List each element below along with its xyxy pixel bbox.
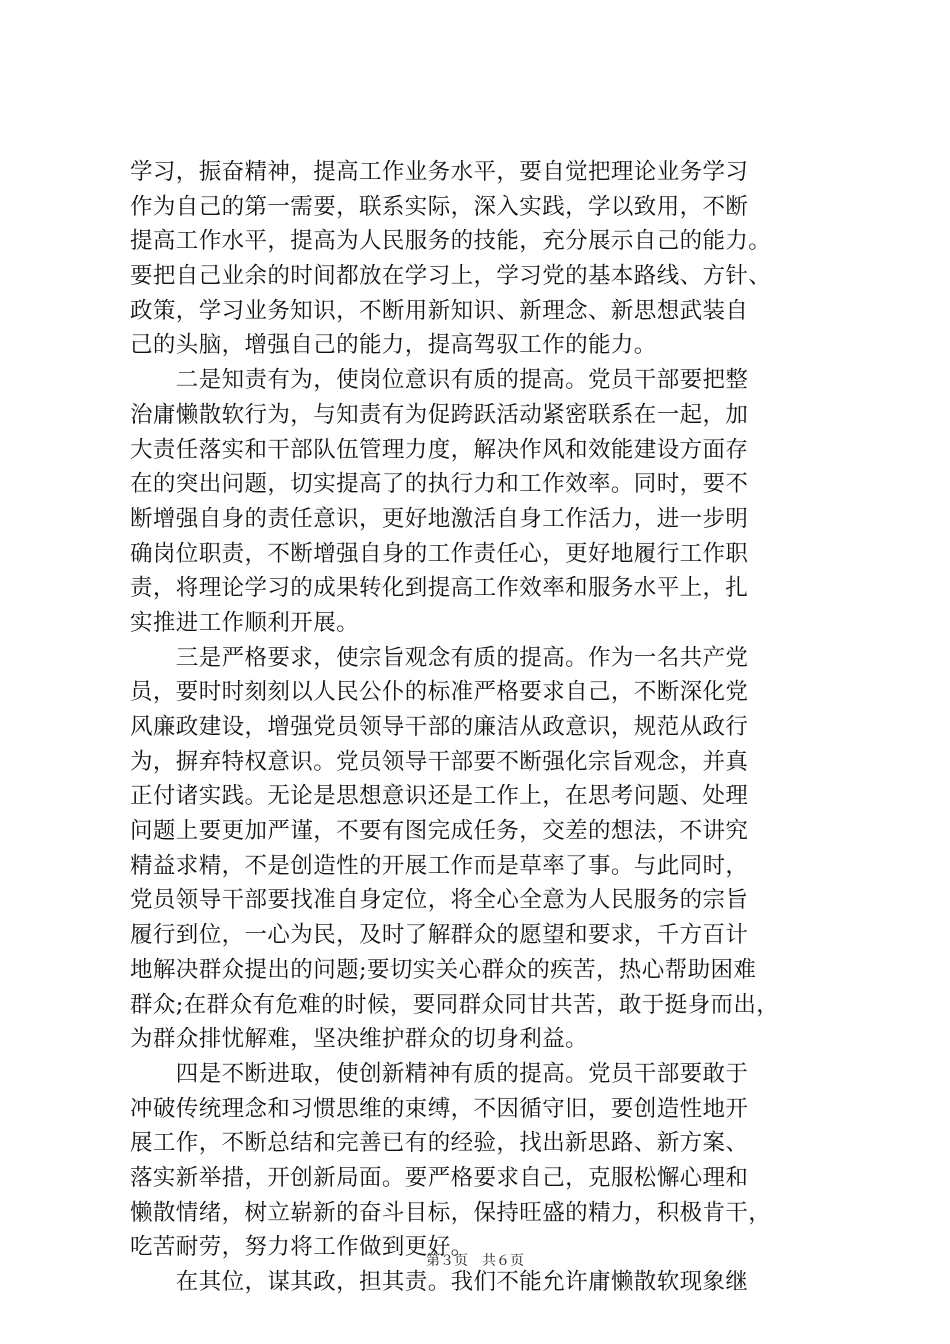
- text-line: 断增强自身的责任意识，更好地激活自身工作活力，进一步明: [130, 505, 749, 532]
- text-line: 问题上要更加严谨，不要有图完成任务，交差的想法，不讲究: [130, 818, 749, 845]
- text-line: 冲破传统理念和习惯思维的束缚，不因循守旧，要创造性地开: [130, 1095, 749, 1122]
- text-line: 正付诸实践。无论是思想意识还是工作上，在思考问题、处理: [130, 783, 749, 810]
- text-line: 为，摒弃特权意识。党员领导干部要不断强化宗旨观念，并真: [130, 748, 749, 775]
- text-line: 治庸懒散软行为，与知责有为促跨跃活动紧密联系在一起，加: [130, 401, 749, 428]
- text-line: 学习，振奋精神，提高工作业务水平，要自觉把理论业务学习: [130, 159, 749, 185]
- text-line: 在的突出问题，切实提高了的执行力和工作效率。同时，要不: [130, 471, 749, 498]
- text-line: 为群众排忧解难，坚决维护群众的切身利益。: [130, 1026, 589, 1053]
- text-line: 在其位，谋其政，担其责。我们不能允许庸懒散软现象继: [130, 1269, 749, 1295]
- page-footer: 第３页 共６页: [426, 1253, 524, 1269]
- text-line: 责，将理论学习的成果转化到提高工作效率和服务水平上，扎: [130, 575, 749, 602]
- text-line: 落实新举措，开创新局面。要严格要求自己，克服松懈心理和: [130, 1164, 749, 1191]
- text-line: 二是知责有为，使岗位意识有质的提高。党员干部要把整: [130, 367, 749, 394]
- text-line: 风廉政建设，增强党员领导干部的廉洁从政意识，规范从政行: [130, 714, 749, 740]
- text-line: 懒散情绪，树立崭新的奋斗目标，保持旺盛的精力，积极肯干，: [130, 1199, 772, 1226]
- text-line: 群众;在群众有危难的时候，要同群众同甘共苦，敢于挺身而出，: [130, 991, 780, 1018]
- text-line: 大责任落实和干部队伍管理力度，解决作风和效能建设方面存: [130, 436, 749, 463]
- text-line: 实推进工作顺利开展。: [130, 609, 360, 636]
- text-line: 展工作，不断总结和完善已有的经验，找出新思路、新方案、: [130, 1130, 749, 1157]
- text-line: 履行到位，一心为民，及时了解群众的愿望和要求，千方百计: [130, 922, 749, 949]
- text-line: 员，要时时刻刻以人民公仆的标准严格要求自己，不断深化党: [130, 679, 749, 706]
- text-line: 吃苦耐劳，努力将工作做到更好。: [130, 1234, 474, 1261]
- text-line: 政策，学习业务知识，不断用新知识、新理念、新思想武装自: [130, 297, 749, 324]
- text-line: 提高工作水平，提高为人民服务的技能，充分展示自己的能力。: [130, 228, 772, 255]
- text-line: 作为自己的第一需要，联系实际，深入实践，学以致用，不断: [130, 193, 749, 220]
- text-line: 要把自己业余的时间都放在学习上，学习党的基本路线、方针、: [130, 263, 772, 290]
- body-text: [130, 155, 830, 1300]
- text-line: 四是不断进取，使创新精神有质的提高。党员干部要敢于: [130, 1060, 749, 1087]
- text-line: 己的头脑，增强自己的能力，提高驾驭工作的能力。: [130, 332, 657, 359]
- text-line: 党员领导干部要找准自身定位，将全心全意为人民服务的宗旨: [130, 887, 749, 914]
- text-line: 精益求精，不是创造性的开展工作而是草率了事。与此同时，: [130, 852, 749, 879]
- text-line: 地解决群众提出的问题;要切实关心群众的疾苦，热心帮助困难: [130, 956, 757, 983]
- text-line: 三是严格要求，使宗旨观念有质的提高。作为一名共产党: [130, 644, 749, 671]
- text-line: 确岗位职责，不断增强自身的工作责任心，更好地履行工作职: [130, 540, 749, 567]
